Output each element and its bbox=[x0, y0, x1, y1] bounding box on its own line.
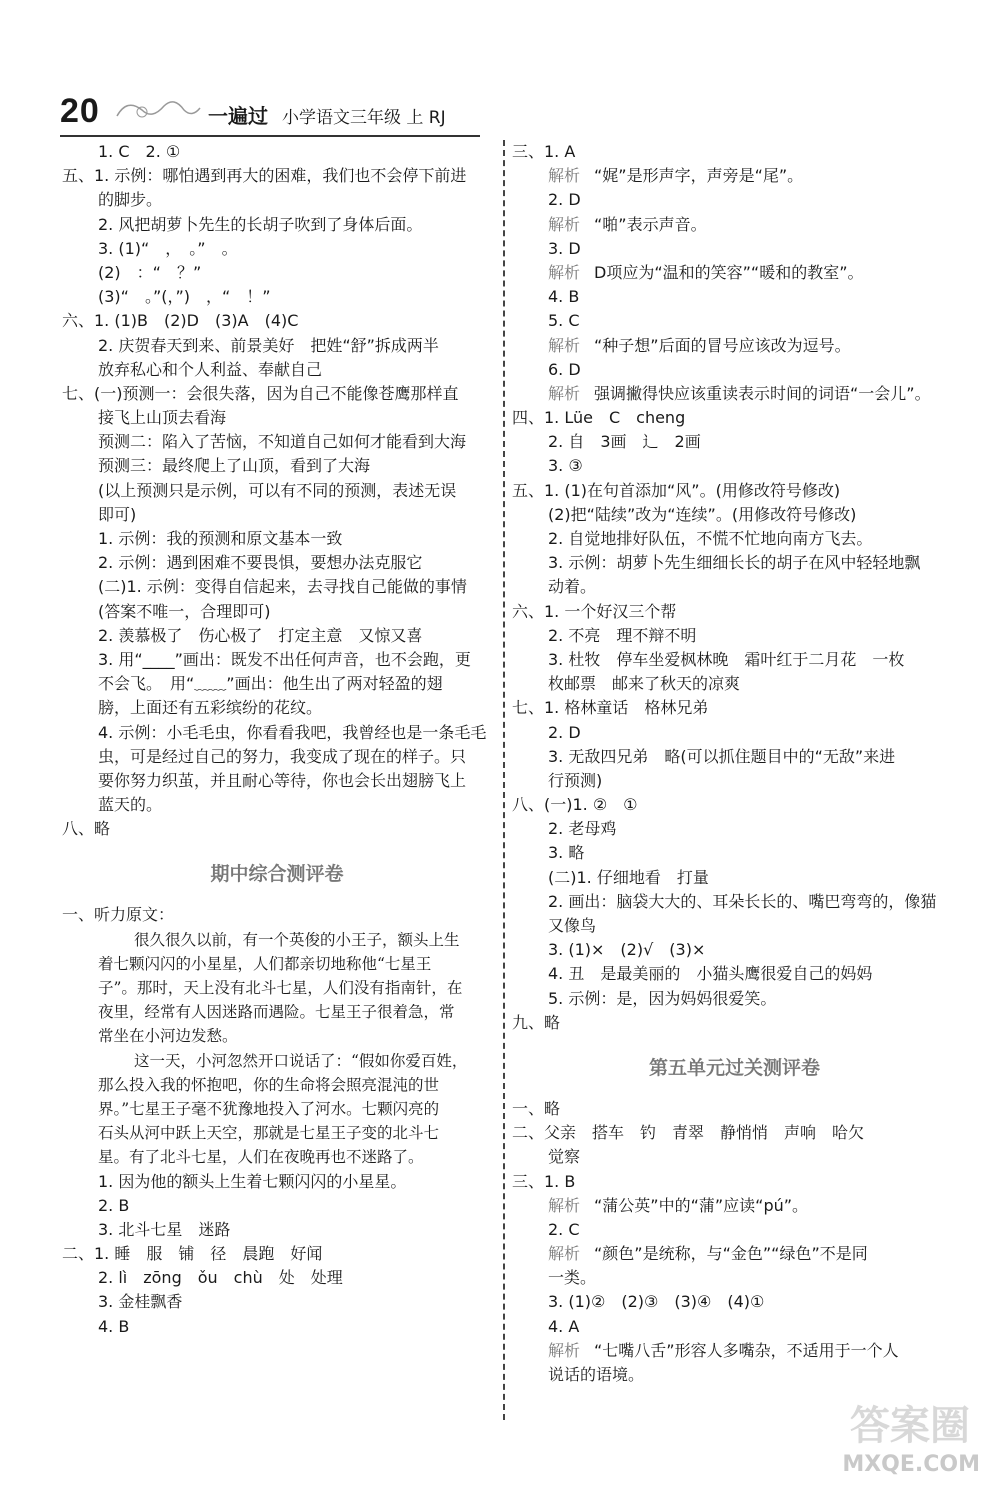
answer-line: 又像鸟 bbox=[548, 916, 597, 935]
answer-line: 八、(一)1. ② ① bbox=[512, 795, 638, 815]
listening-text: 星。有了北斗七星，人们在夜晚再也不迷路了。 bbox=[98, 1148, 424, 1167]
answer-line: 即可) bbox=[98, 504, 137, 524]
right-column bbox=[512, 140, 957, 1387]
answer-line: 一、听力原文： bbox=[62, 905, 175, 925]
section-title: 第五单元过关测评卷 bbox=[648, 1056, 820, 1079]
answer-line: 放弃私心和个人利益、奉献自己 bbox=[98, 359, 323, 379]
answer-line: 动着。 bbox=[548, 577, 597, 597]
answer-line: 4. 丑 是最美丽的 小猫头鹰很爱自己的妈妈 bbox=[548, 964, 873, 984]
analysis-text: “种子想”后面的冒号应该改为逗号。 bbox=[594, 335, 851, 355]
section-title: 期中综合测评卷 bbox=[210, 863, 344, 886]
analysis-text: 强调撇得快应该重读表示时间的词语“一会儿”。 bbox=[594, 383, 931, 403]
analysis-label: 解析 bbox=[548, 166, 581, 186]
answer-line: 七、1. 格林童话 格林兄弟 bbox=[512, 698, 709, 718]
answer-line: 二、1. 睡 服 铺 径 晨跑 好闻 bbox=[62, 1244, 323, 1264]
answer-line: 3. (1)② (2)③ (3)④ (4)① bbox=[548, 1292, 765, 1312]
listening-text: 界。”七星王子毫不犹豫地投入了河水。七颗闪亮的 bbox=[98, 1099, 440, 1118]
answer-line: 六、1. 一个好汉三个帮 bbox=[512, 601, 677, 621]
answer-line: 3. 略 bbox=[548, 843, 585, 863]
answer-line: 4. B bbox=[98, 1316, 130, 1336]
watermark-site: MXQE.COM bbox=[842, 1452, 980, 1477]
analysis-line bbox=[512, 382, 957, 406]
page-header bbox=[60, 92, 490, 132]
answer-line: 预测二：陷入了苦恼，不知道自己如何才能看到大海 bbox=[98, 432, 467, 452]
answer-line: 3. 杜牧 停车坐爱枫林晚 霜叶红于二月花 一枚 bbox=[548, 649, 905, 669]
answer-line: 蓝天的。 bbox=[98, 795, 163, 815]
analysis-text: “娓”是形声字，声旁是“尾”。 bbox=[594, 166, 804, 186]
answer-line: 枚邮票 邮来了秋天的凉爽 bbox=[548, 674, 741, 694]
answer-line: 2. lì zōng ǒu chù 处 处理 bbox=[98, 1268, 343, 1288]
answer-line: 4. 示例：小毛毛虫，你看看我吧，我曾经也是一条毛毛 bbox=[98, 722, 487, 742]
answer-line: 六、1. (1)B (2)D (3)A (4)C bbox=[62, 311, 299, 331]
watermark-logo: 答案圈 bbox=[850, 1402, 970, 1449]
answer-line: 三、1. A bbox=[512, 142, 576, 161]
analysis-text: “啪”表示声音。 bbox=[594, 214, 707, 234]
answer-line: (二)1. 示例：变得自信起来，去寻找自己能做的事情 bbox=[98, 577, 467, 597]
answer-line: (2) ：“ ？” bbox=[98, 262, 202, 282]
analysis-label: 解析 bbox=[548, 214, 581, 234]
listening-text: 这一天，小河忽然开口说话了：“假如你爱百姓， bbox=[134, 1051, 468, 1070]
answer-line: 3. 无敌四兄弟 略(可以抓住题目中的“无敌”来进 bbox=[548, 746, 896, 766]
answer-line: 2. 老母鸡 bbox=[548, 819, 617, 839]
answer-line: 3. ③ bbox=[548, 456, 583, 476]
analysis-text: “蒲公英”中的“蒲”应读“pú”。 bbox=[594, 1195, 809, 1215]
answer-line: 接飞上山顶去看海 bbox=[98, 408, 227, 428]
answer-line: 2. 画出：脑袋大大的、耳朵长长的、嘴巴弯弯的，像猫 bbox=[548, 891, 937, 911]
answer-line: 3. D bbox=[548, 238, 581, 258]
answer-line: (二)1. 仔细地看 打量 bbox=[548, 867, 709, 887]
brand-logo: 一遍过 bbox=[208, 104, 268, 128]
analysis-label: 解析 bbox=[548, 1244, 581, 1264]
answer-line: 3. (1)“ ， 。” 。 bbox=[98, 238, 238, 258]
analysis-line bbox=[512, 1194, 957, 1218]
answer-line: 一、略 bbox=[512, 1098, 561, 1118]
listening-text: 子”。那时，天上没有北斗七星，人们没有指南针，在 bbox=[98, 979, 463, 997]
answer-line: 2. 羡慕极了 伤心极了 打定主意 又惊又喜 bbox=[98, 625, 423, 645]
answer-line: 3. (1)× (2)√ (3)× bbox=[548, 940, 706, 960]
listening-text: 很久很久以前，有一个英俊的小王子，额头上生 bbox=[134, 930, 460, 949]
answer-line: 虫，可是经过自己的努力，我变成了现在的样子。只 bbox=[98, 746, 467, 766]
answer-line: 二、父亲 搭车 钓 青翠 静悄悄 声响 哈欠 bbox=[512, 1123, 865, 1143]
answer-line: 5. 示例：是，因为妈妈很爱笑。 bbox=[548, 988, 777, 1008]
answer-line: 七、(一)预测一：会很失落，因为自己不能像苍鹰那样直 bbox=[62, 383, 459, 403]
decorative-doodle-icon bbox=[112, 96, 202, 126]
answer-line: 5. C bbox=[548, 311, 580, 331]
listening-text: 那么投入我的怀抱吧，你的生命将会照亮混沌的世 bbox=[98, 1075, 440, 1094]
answer-line: 2. D bbox=[548, 722, 581, 742]
answer-line: 行预测) bbox=[548, 770, 603, 790]
answer-line: 2. B bbox=[98, 1195, 130, 1215]
answer-line: 八、略 bbox=[62, 819, 111, 839]
answer-line: 4. B bbox=[548, 287, 580, 307]
page-number: 20 bbox=[60, 92, 100, 130]
analysis-text: D项应为“温和的笑容”“暖和的教室”。 bbox=[594, 262, 864, 282]
answer-line: 不会飞。 用“﹏﹏”画出：他生出了两对轻盈的翅 bbox=[98, 674, 443, 694]
answer-line: (答案不唯一，合理即可) bbox=[98, 601, 271, 621]
analysis-line bbox=[512, 334, 957, 358]
analysis-line bbox=[512, 213, 957, 237]
analysis-label: 解析 bbox=[548, 335, 581, 355]
listening-text: 夜里，经常有人因迷路而遇险。七星王子很着急，常 bbox=[98, 1003, 455, 1022]
analysis-line bbox=[512, 1339, 957, 1363]
answer-line: 2. 不亮 理不辩不明 bbox=[548, 625, 697, 645]
answer-line: 九、略 bbox=[512, 1012, 561, 1032]
answer-line: 4. A bbox=[548, 1316, 580, 1336]
answer-line: 说话的语境。 bbox=[548, 1365, 645, 1384]
answer-line: 3. 北斗七星 迷路 bbox=[98, 1219, 231, 1239]
analysis-label: 解析 bbox=[548, 383, 581, 403]
answer-line: 五、1. 示例：哪怕遇到再大的困难，我们也不会停下前进 bbox=[62, 166, 467, 186]
answer-line: (2)把“陆续”改为“连续”。(用修改符号修改) bbox=[548, 504, 857, 524]
answer-line: 预测三：最终爬上了山顶，看到了大海 bbox=[98, 456, 371, 476]
answer-line: 1. 因为他的额头上生着七颗闪闪的小星星。 bbox=[98, 1171, 407, 1191]
column-divider bbox=[503, 140, 505, 1420]
answer-line: 2. 自觉地排好队伍，不慌不忙地向南方飞去。 bbox=[548, 529, 873, 548]
answer-line: 3. 示例：胡萝卜先生细细长长的胡子在风中轻轻地飘 bbox=[548, 553, 921, 573]
answer-line: 觉察 bbox=[548, 1147, 581, 1167]
analysis-label: 解析 bbox=[548, 1195, 581, 1215]
answer-line: 2. 庆贺春天到来、前景美好 把姓“舒”拆成两半 bbox=[98, 335, 439, 355]
answer-line: 一类。 bbox=[548, 1268, 597, 1288]
listening-text: 着七颗闪闪的小星星，人们都亲切地称他“七星王 bbox=[98, 954, 432, 973]
answer-line: 3. 用“____”画出：既发不出任何声音，也不会跑，更 bbox=[98, 649, 471, 669]
analysis-text: “七嘴八舌”形容人多嘴杂，不适用于一个人 bbox=[594, 1340, 899, 1360]
answer-line: (以上预测只是示例，可以有不同的预测，表述无误 bbox=[98, 480, 457, 500]
analysis-label: 解析 bbox=[548, 262, 581, 282]
answer-line: 2. D bbox=[548, 190, 581, 210]
answer-line: 五、1. (1)在句首添加“风”。(用修改符号修改) bbox=[512, 480, 841, 500]
subject-title: 小学语文三年级 上 RJ bbox=[282, 108, 446, 128]
answer-line: 3. 金桂飘香 bbox=[98, 1292, 183, 1312]
listening-text: 石头从河中跃上天空，那就是七星王子变的北斗七 bbox=[98, 1124, 440, 1143]
answer-line: 三、1. B bbox=[512, 1171, 576, 1191]
answer-line: 2. 示例：遇到困难不要畏惧，要想办法克服它 bbox=[98, 553, 423, 573]
analysis-line bbox=[512, 164, 957, 188]
analysis-text: “颜色”是统称，与“金色”“绿色”不是同 bbox=[594, 1244, 868, 1264]
answer-line: 四、1. Lüe C cheng bbox=[512, 408, 686, 428]
analysis-label: 解析 bbox=[548, 1340, 581, 1360]
answer-line: 1. C 2. ① bbox=[98, 142, 181, 161]
answer-line: 2. 风把胡萝卜先生的长胡子吹到了身体后面。 bbox=[98, 214, 423, 234]
answer-line: 1. 示例：我的预测和原文基本一致 bbox=[98, 529, 343, 548]
answer-line: 2. C bbox=[548, 1219, 580, 1239]
answer-line: 6. D bbox=[548, 359, 581, 379]
analysis-line bbox=[512, 261, 957, 285]
header-rule bbox=[60, 135, 480, 137]
answer-line: (3)“ 。”(，”) ，“ ！” bbox=[98, 287, 271, 307]
answer-line: 2. 自 3画 辶 2画 bbox=[548, 432, 701, 452]
left-column bbox=[62, 140, 492, 1339]
listening-text: 常坐在小河边发愁。 bbox=[98, 1027, 238, 1046]
analysis-line bbox=[512, 1242, 957, 1266]
answer-line: 的脚步。 bbox=[98, 190, 163, 210]
answer-line: 膀，上面还有五彩缤纷的花纹。 bbox=[98, 698, 323, 718]
answer-line: 要你努力织茧，并且耐心等待，你也会长出翅膀飞上 bbox=[98, 770, 467, 790]
